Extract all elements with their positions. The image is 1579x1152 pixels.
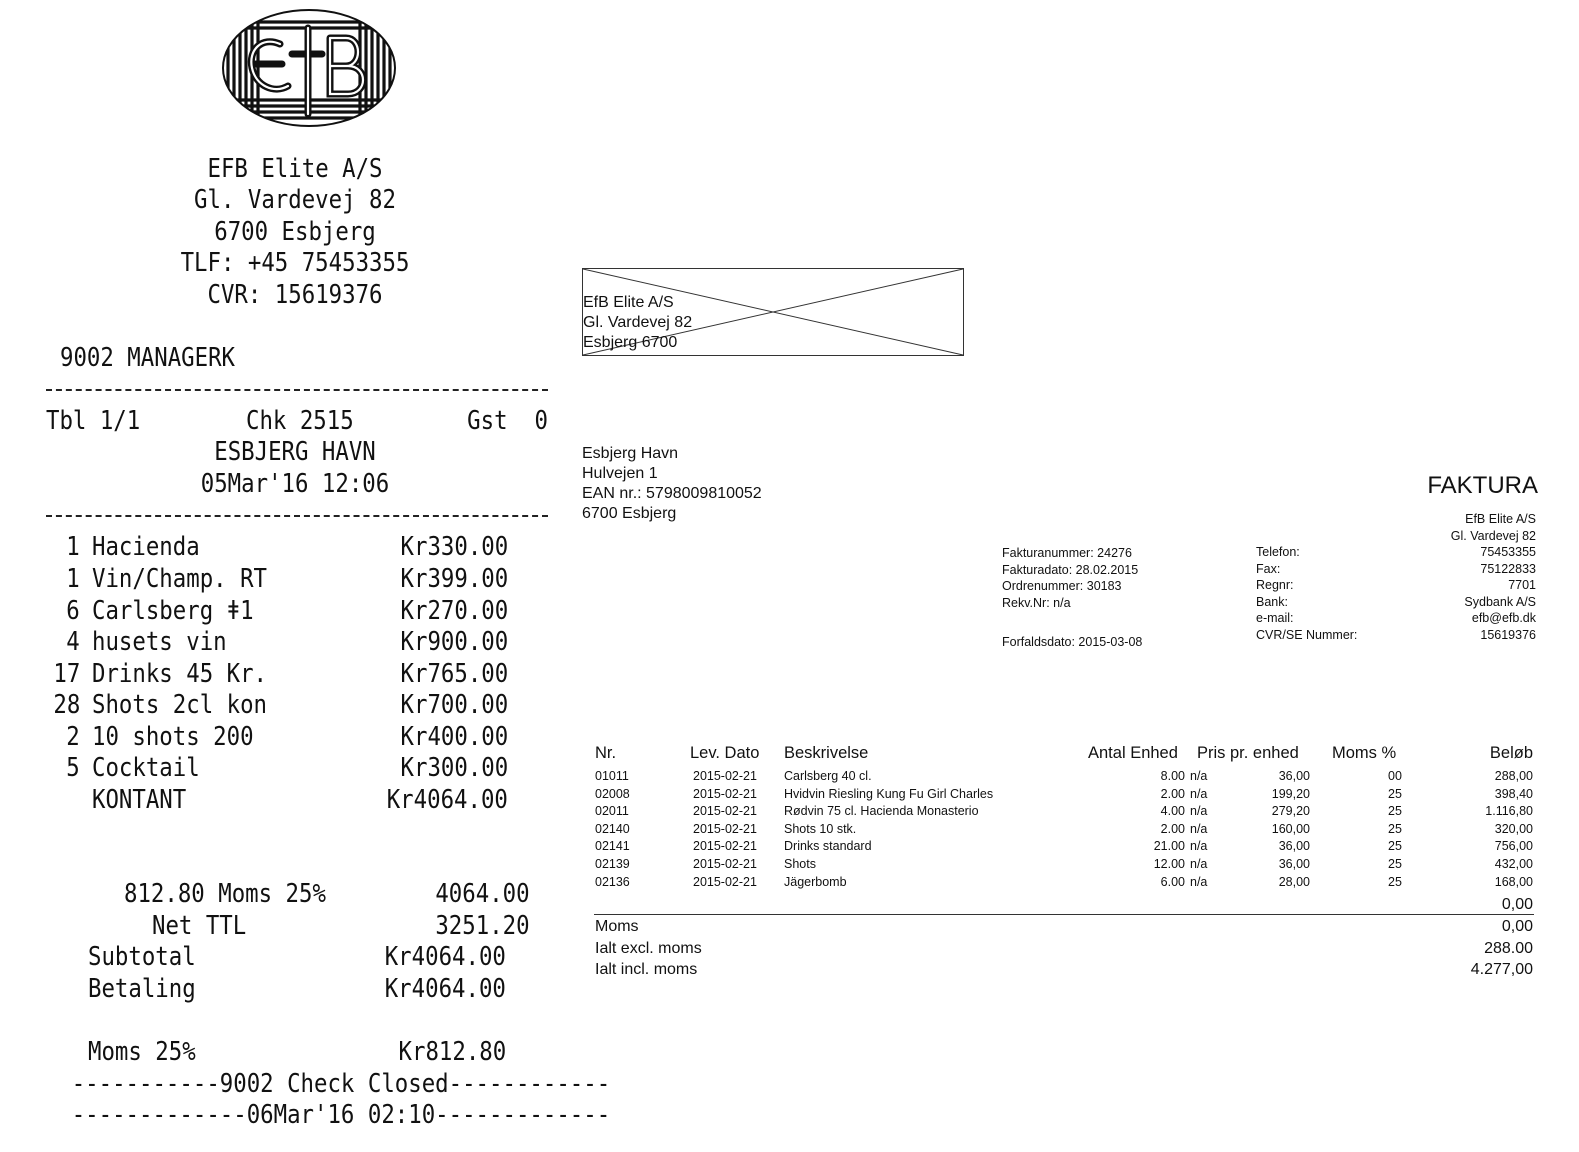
line-quantity: 4.00 — [1160, 804, 1185, 819]
total-value: 288.00 — [1484, 940, 1533, 957]
line-vat: 25 — [1388, 786, 1402, 801]
fax-label: Fax: — [1256, 561, 1281, 576]
regnr-value: 7701 — [1508, 578, 1536, 592]
line-date: 2015-02-21 — [693, 821, 757, 836]
contact-values — [1451, 511, 1536, 643]
line-unit: n/a — [1190, 786, 1208, 801]
item-qty: 5 — [66, 753, 80, 783]
efb-logo — [222, 2, 396, 128]
total-value: 0,00 — [1501, 918, 1533, 935]
company-city: 6700 Esbjerg — [214, 217, 376, 247]
summary-value: Kr4064.00 — [384, 942, 506, 972]
line-date: 2015-02-21 — [693, 839, 757, 854]
line-unit-price: 36,00 — [1278, 857, 1310, 871]
item-name: Cocktail — [92, 753, 200, 783]
table-row — [570, 787, 1579, 805]
line-description: Jägerbomb — [784, 874, 847, 889]
total-label: Ialt incl. moms — [595, 961, 698, 978]
check-datetime: 05Mar'16 12:06 — [200, 469, 390, 499]
item-name: husets vin — [92, 627, 227, 657]
recipient-address — [582, 444, 762, 524]
bank-label: Bank: — [1256, 594, 1288, 609]
summary-label: Subtotal — [88, 942, 196, 972]
check-closed-line: -----------9002 Check Closed------------ — [71, 1069, 611, 1099]
line-nr: 01011 — [595, 769, 629, 783]
line-amount: 756,00 — [1494, 839, 1533, 854]
item-qty: 2 — [66, 722, 80, 752]
recipient-street: Hulvejen 1 — [582, 465, 658, 482]
line-quantity: 8.00 — [1160, 769, 1185, 783]
company-street: Gl. Vardevej 82 — [194, 185, 396, 215]
line-unit-price: 279,20 — [1271, 804, 1310, 819]
recipient-name: Esbjerg Havn — [582, 445, 679, 462]
line-nr: 02140 — [595, 821, 630, 836]
line-quantity: 2.00 — [1160, 821, 1185, 836]
guest-count: Gst 0 — [467, 406, 548, 436]
table-row — [570, 875, 1579, 893]
item-qty: 1 — [66, 532, 80, 562]
totals-divider — [594, 914, 1534, 915]
email-label: e-mail: — [1256, 611, 1294, 625]
line-nr: 02141 — [595, 839, 630, 854]
item-amount: Kr300.00 — [400, 753, 508, 783]
recipient-city: 6700 Esbjerg — [582, 505, 677, 522]
summary-label: Betaling — [88, 974, 196, 1004]
item-qty: 28 — [53, 690, 80, 720]
invoice-meta — [1002, 545, 1138, 611]
table-row — [570, 804, 1579, 822]
summary-label: Net TTL — [152, 911, 247, 941]
item-amount: Kr330.00 — [400, 532, 508, 562]
line-description: Shots 10 stk. — [784, 821, 857, 836]
total-label: Moms — [595, 918, 639, 935]
cvr-label: CVR/SE Nummer: — [1256, 627, 1358, 642]
line-vat: 25 — [1388, 874, 1402, 889]
due-date: Forfaldsdato: 2015-03-08 — [1002, 635, 1143, 649]
line-unit: n/a — [1190, 857, 1208, 871]
header-amount: Beløb — [1489, 744, 1533, 762]
summary-value: 4064.00 — [435, 879, 530, 909]
item-name: Carlsberg ǂ1 — [92, 596, 254, 626]
header-nr: Nr. — [595, 744, 617, 762]
line-amount: 432,00 — [1494, 857, 1533, 871]
fax-value: 75122833 — [1480, 561, 1536, 576]
lines-subtotal: 0,00 — [1501, 896, 1533, 913]
line-unit-price: 199,20 — [1271, 786, 1310, 801]
line-nr: 02136 — [595, 874, 630, 889]
table-row — [570, 769, 1579, 787]
header-description: Beskrivelse — [784, 744, 869, 762]
item-amount: Kr700.00 — [400, 690, 508, 720]
closed-datetime-line: -------------06Mar'16 02:10------------- — [71, 1100, 611, 1130]
line-date: 2015-02-21 — [693, 786, 757, 801]
location: ESBJERG HAVN — [214, 437, 376, 467]
item-qty: 17 — [53, 659, 80, 689]
line-quantity: 12.00 — [1153, 857, 1185, 871]
line-description: Carlsberg 40 cl. — [784, 769, 872, 783]
line-amount: 168,00 — [1494, 874, 1533, 889]
phone-value: 75453355 — [1480, 545, 1536, 559]
line-unit: n/a — [1190, 839, 1208, 854]
line-unit-price: 28,00 — [1278, 874, 1310, 889]
email-value: efb@efb.dk — [1471, 611, 1536, 625]
total-label: Ialt excl. moms — [595, 940, 702, 957]
line-unit-price: 36,00 — [1278, 839, 1310, 854]
sender-name: EfB Elite A/S — [583, 294, 674, 311]
line-vat: 00 — [1388, 769, 1402, 783]
line-amount: 1.116,80 — [1485, 804, 1533, 819]
item-name: 10 shots 200 — [92, 722, 254, 752]
company-cvr: CVR: 15619376 — [207, 280, 383, 310]
line-quantity: 21.00 — [1153, 839, 1185, 854]
sender-logo-placeholder — [582, 268, 964, 356]
sender-address — [583, 293, 692, 353]
line-unit-price: 160,00 — [1271, 821, 1310, 836]
company-name: EFB Elite A/S — [207, 154, 383, 184]
item-amount: Kr900.00 — [400, 627, 508, 657]
line-date: 2015-02-21 — [693, 874, 757, 889]
payment-amount: Kr4064.00 — [386, 785, 508, 815]
summary-value: Kr4064.00 — [384, 974, 506, 1004]
item-name: Drinks 45 Kr. — [92, 659, 268, 689]
document-title: FAKTURA — [1427, 472, 1538, 499]
header-date: Lev. Dato — [690, 744, 760, 762]
sender-street: Gl. Vardevej 82 — [583, 314, 693, 331]
item-amount: Kr765.00 — [400, 659, 508, 689]
check-number: Chk 2515 — [246, 406, 354, 436]
table-row — [570, 822, 1579, 840]
item-amount: Kr399.00 — [400, 564, 508, 594]
cvr-value: 15619376 — [1480, 627, 1536, 642]
line-quantity: 2.00 — [1160, 786, 1185, 801]
line-unit: n/a — [1190, 821, 1208, 836]
line-vat: 25 — [1388, 839, 1402, 854]
divider — [46, 515, 548, 517]
line-nr: 02008 — [595, 786, 630, 801]
company-street: Gl. Vardevej 82 — [1450, 528, 1536, 543]
vat-label: Moms 25% — [88, 1037, 196, 1067]
item-amount: Kr270.00 — [400, 596, 508, 626]
invoice — [570, 0, 1579, 1152]
line-date: 2015-02-21 — [693, 804, 757, 819]
header-vat: Moms % — [1332, 744, 1397, 762]
company-name: EfB Elite A/S — [1465, 512, 1536, 526]
line-amount: 288,00 — [1494, 769, 1533, 783]
recipient-ean: EAN nr.: 5798009810052 — [582, 485, 762, 502]
header-unit-price: Pris pr. enhed — [1197, 744, 1299, 762]
line-description: Drinks standard — [784, 839, 872, 854]
line-unit-price: 36,00 — [1278, 769, 1310, 783]
divider — [46, 389, 548, 391]
line-quantity: 6.00 — [1160, 874, 1185, 889]
company-phone: TLF: +45 75453355 — [180, 248, 410, 278]
item-amount: Kr400.00 — [400, 722, 508, 752]
item-name: Shots 2cl kon — [92, 690, 268, 720]
server-id: 9002 MANAGERK — [60, 343, 236, 373]
line-description: Shots — [784, 857, 816, 871]
line-amount: 320,00 — [1494, 821, 1533, 836]
line-nr: 02139 — [595, 857, 630, 871]
line-unit: n/a — [1190, 769, 1208, 783]
summary-value: 3251.20 — [435, 911, 530, 941]
line-date: 2015-02-21 — [693, 857, 757, 871]
line-unit: n/a — [1190, 874, 1208, 889]
item-qty: 6 — [66, 596, 80, 626]
header-quantity: Antal Enhed — [1088, 744, 1178, 762]
total-value: 4.277,00 — [1470, 961, 1533, 978]
regnr-label: Regnr: — [1256, 578, 1294, 592]
requisition-number: Rekv.Nr: n/a — [1002, 595, 1071, 610]
line-vat: 25 — [1388, 821, 1402, 836]
line-unit: n/a — [1190, 804, 1208, 819]
line-nr: 02011 — [595, 804, 629, 819]
item-name: Hacienda — [92, 532, 200, 562]
table-number: Tbl 1/1 — [46, 406, 141, 436]
bank-value: Sydbank A/S — [1464, 594, 1536, 609]
summary-label: 812.80 Moms 25% — [124, 879, 326, 909]
table-row — [570, 839, 1579, 857]
line-amount: 398,40 — [1494, 786, 1533, 801]
line-description: Rødvin 75 cl. Hacienda Monasterio — [784, 804, 979, 819]
invoice-number: Fakturanummer: 24276 — [1002, 546, 1132, 560]
phone-label: Telefon: — [1256, 545, 1300, 559]
invoice-date: Fakturadato: 28.02.2015 — [1002, 562, 1139, 577]
line-description: Hvidvin Riesling Kung Fu Girl Charles — [784, 786, 994, 801]
item-qty: 1 — [66, 564, 80, 594]
line-date: 2015-02-21 — [693, 769, 757, 783]
contact-labels — [1256, 544, 1357, 643]
table-row — [570, 857, 1579, 875]
line-vat: 25 — [1388, 804, 1402, 819]
item-qty: 4 — [66, 627, 80, 657]
item-name: Vin/Champ. RT — [92, 564, 268, 594]
vat-value: Kr812.80 — [398, 1037, 506, 1067]
order-number: Ordrenummer: 30183 — [1002, 579, 1122, 593]
payment-method: KONTANT — [92, 785, 187, 815]
sender-city: Esbjerg 6700 — [583, 334, 678, 351]
line-vat: 25 — [1388, 857, 1402, 871]
